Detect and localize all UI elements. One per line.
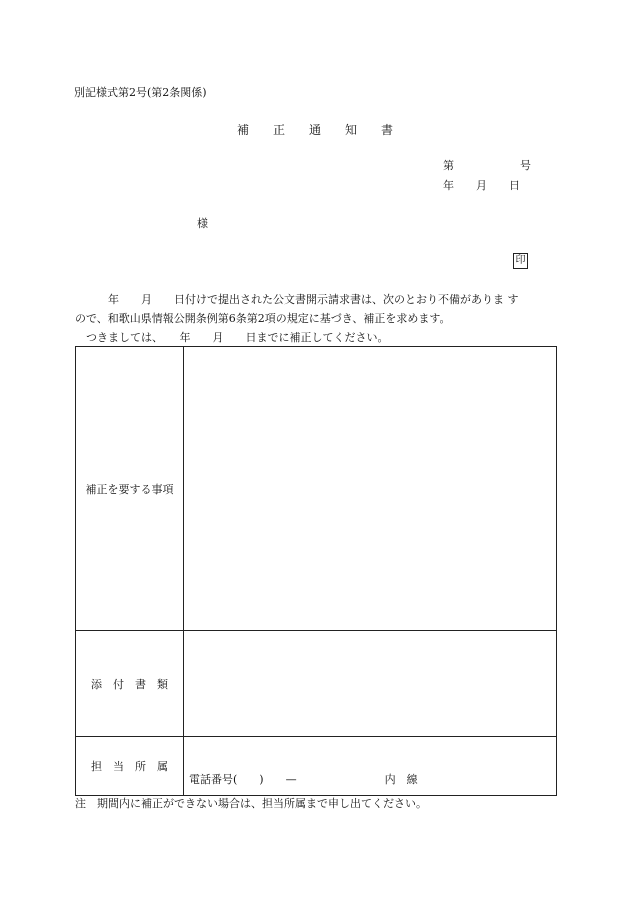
body-line-3: つきましては、 年 月 日までに補正してください。 (75, 331, 389, 344)
correction-table (75, 346, 557, 796)
attachments-label: 添 付 書 類 (76, 631, 184, 737)
form-number: 別記様式第2号(第2条関係) (74, 86, 207, 99)
addressee-suffix: 様 (197, 217, 208, 230)
document-number: 第 号 (443, 159, 531, 172)
correction-items-field[interactable] (184, 347, 557, 631)
document-date: 年 月 日 (443, 179, 520, 192)
table-row (76, 737, 557, 796)
department-field[interactable] (184, 737, 557, 796)
footnote: 注 期間内に補正ができない場合は、担当所属まで申し出てください。 (75, 797, 427, 810)
body-line-1: 年 月 日付けで提出された公文書開示請求書は、次のとおり不備がありま す (75, 293, 519, 306)
correction-items-label: 補正を要する事項 (76, 347, 184, 631)
table-row (76, 347, 557, 631)
page-title: 補 正 通 知 書 (237, 123, 394, 137)
body-line-2: ので、和歌山県情報公開条例第6条第2項の規定に基づき、補正を求めます。 (75, 312, 451, 325)
department-label: 担 当 所 属 (76, 737, 184, 796)
seal-stamp: 印 (513, 253, 528, 269)
table-row (76, 631, 557, 737)
attachments-field[interactable] (184, 631, 557, 737)
phone-line: 電話番号( ) — 内 線 (189, 773, 418, 786)
